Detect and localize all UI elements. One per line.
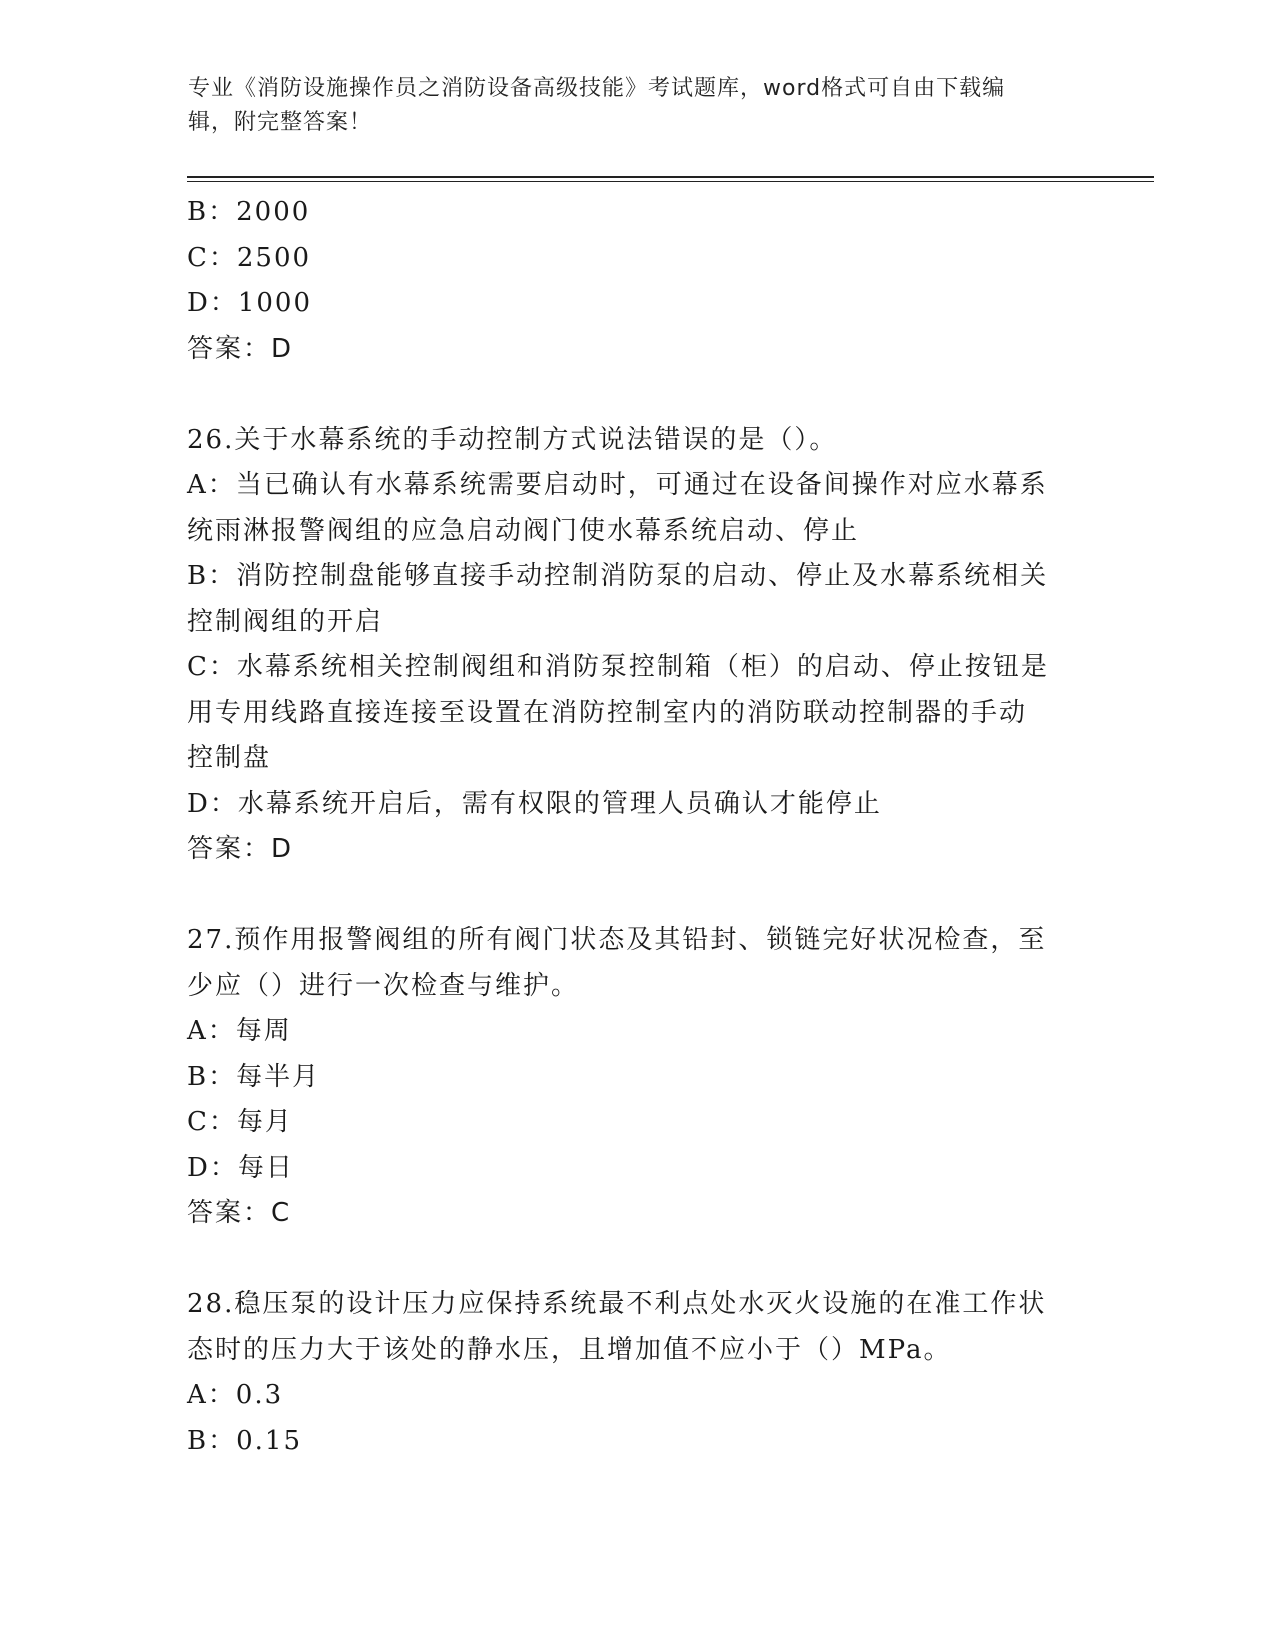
header-rule-thin xyxy=(187,181,1154,182)
option-d: D：每日 xyxy=(187,1152,294,1183)
question-27 xyxy=(187,918,1087,1237)
page-header xyxy=(188,72,1068,140)
question-list xyxy=(187,190,1087,1464)
option-d: D：水幕系统开启后，需有权限的管理人员确认才能停止 xyxy=(187,788,882,819)
question-stem-line-1: 28.稳压泵的设计压力应保持系统最不利点处水灭火设施的在准工作状 xyxy=(187,1289,1047,1319)
option-a-line-1: A：当已确认有水幕系统需要启动时，可通过在设备间操作对应水幕系 xyxy=(187,470,1048,500)
spacer xyxy=(187,873,1087,919)
option-a: A：每周 xyxy=(187,1016,292,1046)
option-b: B：0.15 xyxy=(187,1425,302,1456)
spacer xyxy=(187,372,1087,418)
option-b: B：2000 xyxy=(187,197,311,227)
option-b-line-2: 控制阀组的开启 xyxy=(187,606,384,637)
option-a: A：0.3 xyxy=(187,1380,284,1410)
option-b-line-1: B：消防控制盘能够直接手动控制消防泵的启动、停止及水幕系统相关 xyxy=(187,561,1049,591)
option-c-line-1: C：水幕系统相关控制阀组和消防泵控制箱（柜）的启动、停止按钮是 xyxy=(187,652,1049,682)
question-stem-line-1: 27.预作用报警阀组的所有阀门状态及其铅封、锁链完好状况检查，至 xyxy=(187,925,1047,955)
question-28 xyxy=(187,1282,1087,1464)
question-stem: 26.关于水幕系统的手动控制方式说法错误的是（）。 xyxy=(187,424,838,455)
question-stem-line-2: 态时的压力大于该处的静水压，且增加值不应小于（）MPa。 xyxy=(187,1334,952,1365)
answer-line: 答案：C xyxy=(187,1198,292,1228)
header-line-1: 专业《消防设施操作员之消防设备高级技能》考试题库，word格式可自由下载编 xyxy=(188,76,1006,101)
option-c: C：2500 xyxy=(187,242,312,273)
option-c: C：每月 xyxy=(187,1107,293,1137)
option-b: B：每半月 xyxy=(187,1061,321,1092)
question-stem-line-2: 少应（）进行一次检查与维护。 xyxy=(187,970,580,1001)
question-26 xyxy=(187,418,1087,873)
option-d: D：1000 xyxy=(187,288,313,318)
spacer xyxy=(187,1237,1087,1283)
answer-line: 答案：D xyxy=(187,834,294,864)
option-c-line-3: 控制盘 xyxy=(187,743,272,773)
option-a-line-2: 统雨淋报警阀组的应急启动阀门使水幕系统启动、停止 xyxy=(187,515,860,546)
header-line-2: 辑，附完整答案！ xyxy=(188,110,373,135)
answer-line: 答案：D xyxy=(187,333,294,364)
header-rule-thick xyxy=(187,176,1154,178)
option-c-line-2: 用专用线路直接连接至设置在消防控制室内的消防联动控制器的手动 xyxy=(187,697,1028,728)
question-25 xyxy=(187,190,1087,372)
